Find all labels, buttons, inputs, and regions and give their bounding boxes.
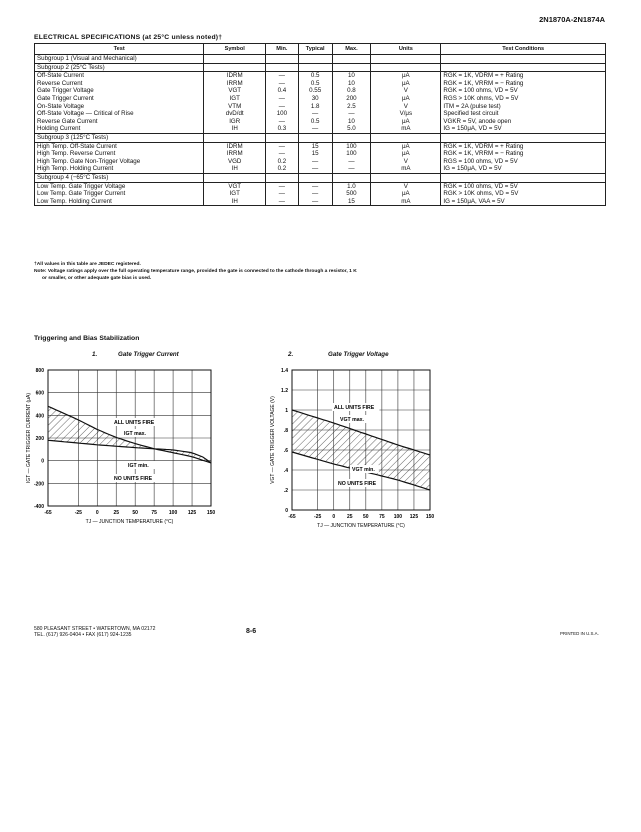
subgroup-4-label: Subgroup 4 (−65°C Tests)	[35, 173, 204, 182]
cell-units: μA	[371, 95, 441, 103]
cell-symbol: VGT	[204, 182, 266, 190]
subgroup-row	[35, 133, 606, 142]
cell-test: Low Temp. Gate Trigger Voltage	[35, 182, 204, 190]
cell-typical: 0.5	[298, 80, 332, 88]
cell-max: 2.5	[332, 103, 371, 111]
cell-units: mA	[371, 198, 441, 206]
cell-typical: 15	[298, 150, 332, 158]
cell-conditions: IG = 150μA, VD = 5V	[441, 125, 606, 133]
cell-conditions: VGKR = 5V, anode open	[441, 118, 606, 126]
cell-conditions: RGK = 1K, VRRM = − Rating	[441, 150, 606, 158]
table-row	[35, 72, 606, 80]
cell-units: V	[371, 87, 441, 95]
cell-min: —	[266, 198, 299, 206]
x-tick-label: 150	[206, 510, 216, 516]
y-tick-label: -200	[33, 481, 44, 488]
cell-max: 1.0	[332, 182, 371, 190]
cell-symbol: VGT	[204, 87, 266, 95]
col-conditions: Test Conditions	[441, 44, 606, 55]
cell-typical: —	[298, 158, 332, 166]
cell-max: 500	[332, 190, 371, 198]
cell-max: —	[332, 110, 371, 118]
printed-in: PRINTED IN U.S.A.	[560, 631, 599, 636]
y-tick-label: 800	[35, 368, 44, 374]
cell-test: Off-State Current	[35, 72, 204, 80]
cell-symbol: IRRM	[204, 150, 266, 158]
x-tick-label: 50	[363, 514, 369, 520]
cell-units: μA	[371, 150, 441, 158]
y-axis-label: IGT — GATE TRIGGER CURRENT (μA)	[26, 392, 32, 484]
table-row	[35, 103, 606, 111]
cell-max: 10	[332, 118, 371, 126]
col-min: Min.	[266, 44, 299, 55]
cell-symbol: IGT	[204, 95, 266, 103]
footer-address: 580 PLEASANT STREET • WATERTOWN, MA 02172	[34, 626, 156, 632]
col-symbol: Symbol	[204, 44, 266, 55]
cell-min: 0.2	[266, 165, 299, 173]
y-tick-label: 0	[285, 508, 288, 514]
cell-symbol: IDRM	[204, 72, 266, 80]
col-test: Test	[35, 44, 204, 55]
x-tick-label: -65	[288, 514, 296, 520]
cell-min: 0.3	[266, 125, 299, 133]
specifications-table	[34, 43, 606, 206]
table-header-row	[35, 44, 606, 55]
footer-phone: TEL. (617) 926-0404 • FAX (617) 924-1235	[34, 632, 132, 638]
y-tick-label: 1.4	[281, 368, 288, 374]
cell-min: —	[266, 142, 299, 150]
subgroup-row	[35, 63, 606, 72]
y-tick-label: .6	[283, 448, 288, 454]
cell-test: Reverse Current	[35, 80, 204, 88]
chart-1-title: Gate Trigger Current	[118, 351, 179, 358]
cell-max: 100	[332, 150, 371, 158]
section-title: Triggering and Bias Stabilization	[34, 335, 140, 342]
y-tick-label: .4	[283, 468, 288, 474]
y-tick-label: 0	[41, 458, 44, 465]
annotation-label: IGT max.	[124, 431, 146, 437]
x-tick-label: 25	[346, 514, 353, 520]
table-row	[35, 182, 606, 190]
cell-symbol: IDRM	[204, 142, 266, 150]
cell-test: Holding Current	[35, 125, 204, 133]
y-axis-label: VGT — GATE TRIGGER VOLTAGE (V)	[270, 396, 276, 484]
col-typical: Typical	[298, 44, 332, 55]
cell-typical: —	[298, 165, 332, 173]
subgroup-3-label: Subgroup 3 (125°C Tests)	[35, 133, 204, 142]
table-row	[35, 142, 606, 150]
table-row	[35, 190, 606, 198]
x-tick-label: 125	[409, 514, 419, 520]
cell-conditions: ITM = 2A (pulse test)	[441, 103, 606, 111]
cell-symbol: IH	[204, 198, 266, 206]
table-row	[35, 110, 606, 118]
cell-min: 0.2	[266, 158, 299, 166]
cell-symbol: IGR	[204, 118, 266, 126]
cell-units: μA	[371, 142, 441, 150]
cell-typical: 30	[298, 95, 332, 103]
cell-min: —	[266, 72, 299, 80]
y-tick-label: .2	[283, 488, 288, 494]
cell-symbol: VGD	[204, 158, 266, 166]
cell-test: Low Temp. Gate Trigger Current	[35, 190, 204, 198]
cell-min: —	[266, 80, 299, 88]
table-row	[35, 125, 606, 133]
cell-test: High Temp. Gate Non-Trigger Voltage	[35, 158, 204, 166]
cell-conditions: RGK = 100 ohms, VD = 5V	[441, 87, 606, 95]
x-tick-label: -25	[314, 514, 322, 520]
page-number: 8-6	[246, 628, 257, 635]
x-tick-label: 125	[187, 510, 197, 516]
x-tick-label: 0	[332, 514, 336, 520]
x-axis-label: TJ — JUNCTION TEMPERATURE (°C)	[85, 519, 174, 525]
chart-1-number: 1.	[92, 351, 98, 358]
cell-conditions: RGS > 10K ohms, VD = 5V	[441, 95, 606, 103]
cell-max: 200	[332, 95, 371, 103]
cell-min: —	[266, 190, 299, 198]
x-tick-label: 150	[425, 514, 435, 520]
subgroup-row	[35, 173, 606, 182]
subgroup-1-label: Subgroup 1 (Visual and Mechanical)	[35, 55, 204, 64]
cell-max: —	[332, 165, 371, 173]
cell-typical: —	[298, 125, 332, 133]
annotation-label: NO UNITS FIRE	[338, 481, 377, 487]
y-tick-label: 200	[35, 436, 44, 442]
cell-symbol: IH	[204, 165, 266, 173]
x-tick-label: 0	[95, 510, 99, 516]
y-tick-label: .8	[283, 428, 288, 434]
cell-typical: 15	[298, 142, 332, 150]
subgroup-2-label: Subgroup 2 (25°C Tests)	[35, 63, 204, 72]
footnote-voltage-note-cont: or smaller, or other adequate gate bias is used.	[42, 276, 152, 281]
cell-conditions: RGK = 1K, VDRM = + Rating	[441, 72, 606, 80]
cell-max: 100	[332, 142, 371, 150]
cell-typical: —	[298, 198, 332, 206]
cell-units: V/μs	[371, 110, 441, 118]
table-row	[35, 165, 606, 173]
cell-min: 0.4	[266, 87, 299, 95]
cell-test: High Temp. Off-State Current	[35, 142, 204, 150]
col-units: Units	[371, 44, 441, 55]
x-tick-label: 100	[393, 514, 403, 520]
x-tick-label: -25	[74, 510, 82, 516]
y-tick-label: -400	[33, 504, 44, 510]
x-tick-label: 50	[132, 510, 138, 516]
cell-symbol: VTM	[204, 103, 266, 111]
cell-units: V	[371, 103, 441, 111]
cell-min: —	[266, 103, 299, 111]
cell-units: μA	[371, 80, 441, 88]
cell-conditions: RGK = 100 ohms, VD = 5V	[441, 182, 606, 190]
cell-min: —	[266, 95, 299, 103]
cell-max: 10	[332, 80, 371, 88]
x-tick-label: 100	[168, 510, 178, 516]
table-row	[35, 150, 606, 158]
cell-min: —	[266, 150, 299, 158]
table-row	[35, 158, 606, 166]
cell-typical: 0.55	[298, 87, 332, 95]
annotation-label: ALL UNITS FIRE	[114, 420, 155, 426]
cell-min: —	[266, 118, 299, 126]
cell-test: Gate Trigger Current	[35, 95, 204, 103]
cell-typical: —	[298, 182, 332, 190]
cell-typical: —	[298, 190, 332, 198]
cell-units: V	[371, 158, 441, 166]
x-axis-label: TJ — JUNCTION TEMPERATURE (°C)	[317, 523, 405, 529]
cell-test: Gate Trigger Voltage	[35, 87, 204, 95]
chart-2-title: Gate Trigger Voltage	[328, 351, 389, 358]
part-number: 2N1870A-2N1874A	[539, 15, 605, 24]
y-tick-label: 400	[35, 413, 44, 420]
cell-units: V	[371, 182, 441, 190]
cell-symbol: dvD/dt	[204, 110, 266, 118]
specifications-heading: ELECTRICAL SPECIFICATIONS (at 25°C unless noted)†	[34, 34, 223, 41]
x-tick-label: 75	[151, 510, 157, 516]
cell-typical: —	[298, 110, 332, 118]
cell-symbol: IH	[204, 125, 266, 133]
table-row	[35, 80, 606, 88]
cell-test: On-State Voltage	[35, 103, 204, 111]
table-row	[35, 198, 606, 206]
chart-2-number: 2.	[288, 351, 294, 358]
gate-trigger-voltage-chart	[250, 360, 490, 530]
cell-units: mA	[371, 125, 441, 133]
cell-max: 10	[332, 72, 371, 80]
cell-units: μA	[371, 72, 441, 80]
table-row	[35, 87, 606, 95]
cell-test: Low Temp. Holding Current	[35, 198, 204, 206]
cell-test: High Temp. Holding Current	[35, 165, 204, 173]
cell-test: High Temp. Reverse Current	[35, 150, 204, 158]
cell-max: —	[332, 158, 371, 166]
cell-test: Reverse Gate Current	[35, 118, 204, 126]
table-row	[35, 118, 606, 126]
footnote-jedec: †All values in this table are JEDEC registered.	[34, 262, 141, 267]
col-max: Max.	[332, 44, 371, 55]
cell-typical: 0.5	[298, 72, 332, 80]
annotation-label: NO UNITS FIRE	[114, 476, 153, 482]
cell-max: 15	[332, 198, 371, 206]
cell-units: μA	[371, 190, 441, 198]
cell-conditions: Specified test circuit	[441, 110, 606, 118]
x-tick-label: -65	[44, 510, 52, 516]
table-row	[35, 95, 606, 103]
cell-conditions: RGS = 100 ohms, VD = 5V	[441, 158, 606, 166]
cell-conditions: IG = 150μA, VD = 5V	[441, 165, 606, 173]
cell-max: 0.8	[332, 87, 371, 95]
cell-conditions: RGK = 1K, VDRM = + Rating	[441, 142, 606, 150]
x-tick-label: 25	[113, 510, 120, 516]
cell-units: mA	[371, 165, 441, 173]
cell-conditions: IG = 150μA, VAA = 5V	[441, 198, 606, 206]
cell-conditions: RGK > 10K ohms, VD = 5V	[441, 190, 606, 198]
cell-typical: 1.8	[298, 103, 332, 111]
annotation-label: IGT min.	[128, 463, 149, 469]
cell-test: Off-State Voltage — Critical of Rise	[35, 110, 204, 118]
annotation-label: ALL UNITS FIRE	[334, 405, 375, 411]
footnote-voltage-note: Note: Voltage ratings apply over the full operating temperature range, provided the gate is connected to the cathode through a resistor, 1 K	[34, 269, 357, 274]
subgroup-row	[35, 55, 606, 64]
cell-min: —	[266, 182, 299, 190]
cell-conditions: RGK = 1K, VRRM = − Rating	[441, 80, 606, 88]
y-tick-label: 1	[285, 408, 288, 414]
y-tick-label: 1.2	[281, 388, 288, 394]
cell-symbol: IGT	[204, 190, 266, 198]
cell-symbol: IRRM	[204, 80, 266, 88]
x-tick-label: 75	[379, 514, 385, 520]
y-tick-label: 600	[35, 390, 44, 397]
cell-units: μA	[371, 118, 441, 126]
cell-typical: 0.5	[298, 118, 332, 126]
cell-min: 100	[266, 110, 299, 118]
annotation-label: VGT min.	[352, 467, 375, 473]
cell-max: 5.0	[332, 125, 371, 133]
annotation-label: VGT max.	[340, 417, 364, 423]
